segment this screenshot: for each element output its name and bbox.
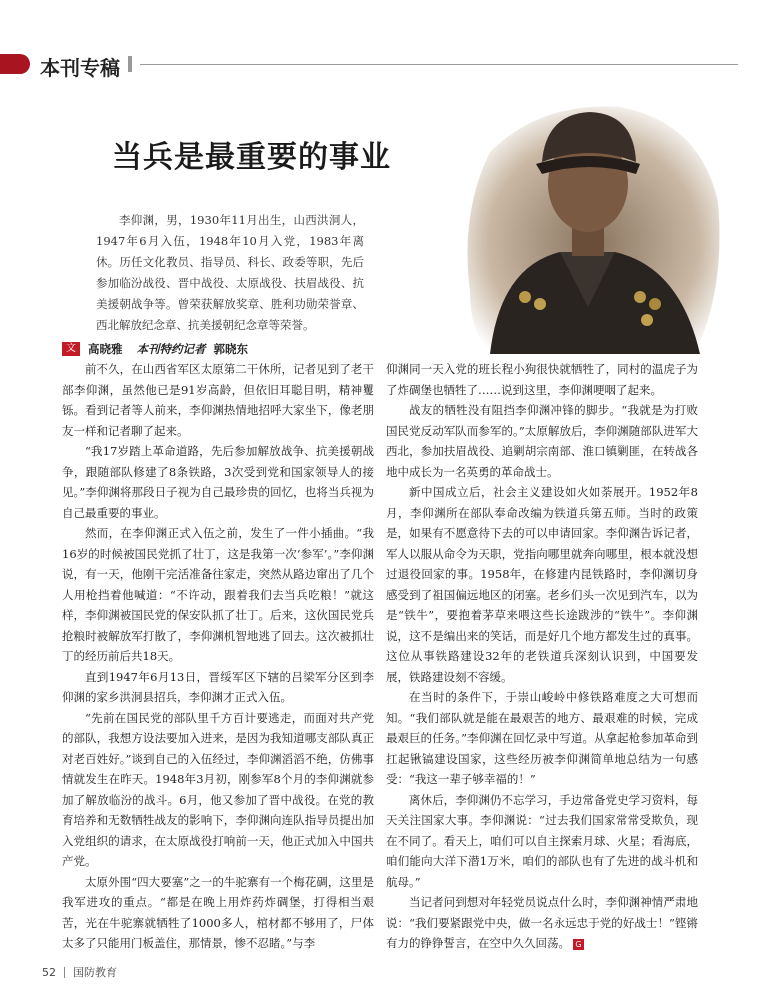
section-divider-bar [128,56,132,72]
author-name: 郭晓东 [213,342,248,356]
author-name: 高晓雅 [88,342,123,356]
paragraph: 前不久，在山西省军区太原第二干休所，记者见到了老干部李仰渊，虽然他已是91岁高龄，但依旧耳聪目明，精神矍铄。看到记者等人前来，李仰渊热情地招呼大家坐下，像老朋友一样和记者聊了起来。 [62,362,374,438]
paragraph [386,892,698,954]
paragraph: “先前在国民党的部队里千方百计要逃走，而面对共产党的部队，我想方设法要加入进来，是因为我知道哪支部队真正对老百姓好。”谈到自己的入伍经过，李仰渊滔滔不绝，仿佛事情就发生在昨天。1948年3月初，刚参军8个月的李仰渊就参加了解放临汾的战斗。6月，他又参加了晋中战役。在党的教育培养和无数牺牲战友的影响下，李仰渊向连队指导员提出加入党组织的请求，在太原战役打响前一天，他正式加入中国共产党。 [62,710,374,868]
final-paragraph-text: 当记者问到想对年轻党员说点什么时，李仰渊神情严肃地说：“我们要紧跟党中央，做一名永远忠于党的好战士！”铿锵有力的铮铮誓言，在空中久久回荡。 [386,895,698,950]
portrait-photo [450,92,725,357]
paragraph: 在当时的条件下，于崇山峻岭中修铁路难度之大可想而知。“我们部队就是能在最艰苦的地方、最艰难的时候，完成最艰巨的任务。”李仰渊在回忆录中写道。从拿起枪参加革命到扛起锹镐建设国家，这些经历被李仰渊简单地总结为一句感受：“我这一辈子够幸福的！” [386,690,698,786]
bio-summary: 李仰渊，男，1930年11月出生，山西洪洞人，1947年6月入伍，1948年10月入党，1983年离休。历任文化教员、指导员、科长、政委等职，先后参加临汾战役、晋中战役、太原战役、扶眉战役、抗美援朝战争等。曾荣获解放奖章、胜利功勋荣誉章、西北解放纪念章、抗美援朝纪念章等荣誉。 [96,213,364,332]
author-role: 本刊特约记者 [136,342,206,356]
page-footer [42,964,117,980]
footer-separator [64,967,65,978]
paragraph: 新中国成立后，社会主义建设如火如荼展开。1952年8月，李仰渊所在部队奉命改编为铁道兵第五师。当时的政策是，如果有不愿意待下去的可以申请回家。李仰渊告诉记者，军人以服从命令为天职，党指向哪里就奔向哪里，根本就没想过退役回家的事。1958年，在修建内昆铁路时，李仰渊切身感受到了祖国偏远地区的闭塞。老乡们头一次见到汽车，以为是“铁牛”，要抱着茅草来喂这些长途跋涉的“铁牛”。李仰渊说，这不是编出来的笑话，而是好几个地方都发生过的真事。这位从事铁路建设32年的老铁道兵深刻认识到，中国要发展，铁路建设刻不容缓。 [386,485,698,684]
byline-mark: 文 [62,342,80,356]
byline [62,340,248,358]
article-column-left [62,359,374,954]
section-rule [140,64,738,65]
section-tab-marker [0,54,30,74]
article-title: 当兵是最重要的事业 [112,140,391,175]
paragraph: “我17岁踏上革命道路，先后参加解放战争、抗美援朝战争，跟随部队修建了8条铁路，3次受到党和国家领导人的接见。”李仰渊将那段日子视为自己最珍贵的回忆，也将当兵视为自己最重要的事业。 [62,444,374,520]
paragraph: 然而，在李仰渊正式入伍之前，发生了一件小插曲。“我16岁的时候被国民党抓了壮丁，这是我第一次‘参军’。”李仰渊说，有一天，他刚干完活准备往家走，突然从路边窜出了几个人用枪挡着他喊道：“不许动，跟着我们去当兵吃粮！”就这样，李仰渊被国民党的保安队抓了壮丁。后来，这伙国民党兵抢粮时被解放军打散了，李仰渊机智地逃了回去。这次被抓壮丁的经历前后共18天。 [62,526,374,663]
paragraph: 离休后，李仰渊仍不忘学习，手边常备党史学习资料，每天关注国家大事。李仰渊说：“过去我们国家常常受欺负，现在不同了。看天上，咱们可以自主探索月球、火星；看海底，咱们能向大洋下潜1万米，咱们的部队也有了先进的战斗机和航母。” [386,792,698,889]
end-of-article-icon: G [573,939,584,950]
paragraph: 太原外围“四大要塞”之一的牛驼寨有一个梅花碉，这里是我军进攻的重点。“都是在晚上用炸药炸碉堡，打得相当艰苦，光在牛驼寨就牺牲了1000多人，棺材都不够用了，尸体太多了只能用门板盖住，那情景，惨不忍睹。”与李 [62,874,374,950]
magazine-name: 国防教育 [73,966,117,979]
paragraph: 直到1947年6月13日，晋绥军区下辖的吕梁军分区到李仰渊的家乡洪洞县招兵，李仰渊才正式入伍。 [62,669,374,704]
page-number: 52 [42,965,56,979]
section-label: 本刊专稿 [40,56,120,80]
paragraph: 战友的牺牲没有阻挡李仰渊冲锋的脚步。“我就是为打败国民党反动军队而参军的。”太原解放后，李仰渊随部队进军大西北，参加扶眉战役、追剿胡宗南部、淮口镇剿匪，在转战各地中成长为一名英勇的革命战士。 [386,403,698,479]
paragraph: 仰渊同一天入党的班长程小狗很快就牺牲了，同村的温虎子为了炸碉堡也牺牲了……说到这里，李仰渊哽咽了起来。 [386,362,698,397]
article-column-right [386,359,698,954]
